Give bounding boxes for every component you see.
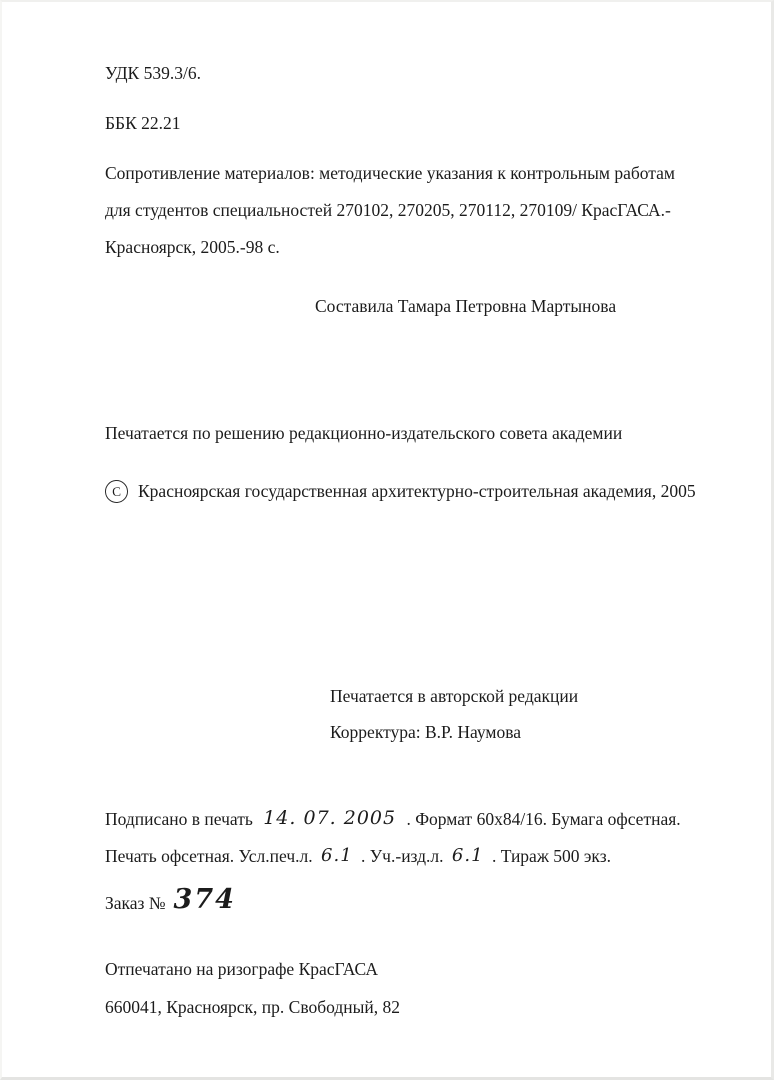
print-type-label: Печать офсетная. Усл.печ.л. [105,846,313,867]
publisher-address: 660041, Красноярск, пр. Свободный, 82 [105,996,401,1017]
bibliographic-description: Сопротивление материалов: методические указания к контрольным работам для студентов специальностей 270102, 270205, 270112, 270109/ КрасГАСА.- Красноярск, 2005.-98 с. [105,163,675,258]
order-label: Заказ № [105,893,166,914]
copyright-text: Красноярская государственная архитектурно-строительная академия, 2005 [138,480,696,501]
print-info-line1 [105,807,704,833]
uch-izd-l-handwritten: 6.1 [451,845,484,867]
order-number-handwritten: 374 [173,883,236,915]
order-line [105,880,704,916]
publication-decision: Печатается по решению редакционно-издательского совета академии [105,423,623,444]
proofreading-credit: Корректура: В.Р. Наумова [330,722,522,743]
signed-date-handwritten: 14. 07. 2005 [263,806,397,829]
udc-code: УДК 539.3/6. [105,63,201,83]
print-info-line2 [105,845,704,869]
edition-note: Печатается в авторской редакции [330,686,579,707]
uch-izd-label: . Уч.-изд.л. [361,846,444,867]
signed-to-print-label: Подписано в печать [105,808,253,829]
bbk-code: ББК 22.21 [105,112,181,133]
tirage-info: . Тираж 500 экз. [491,846,611,867]
printed-at: Отпечатано на ризографе КрасГАСА [105,959,378,980]
copyright-icon: С [104,479,129,504]
edition-block [330,685,704,744]
usl-pech-l-handwritten: 6.1 [321,845,353,867]
copyright-notice [105,480,704,504]
format-info: . Формат 60х84/16. Бумага офсетная. [406,808,681,829]
compiler-credit: Составила Тамара Петровна Мартынова [315,295,617,316]
